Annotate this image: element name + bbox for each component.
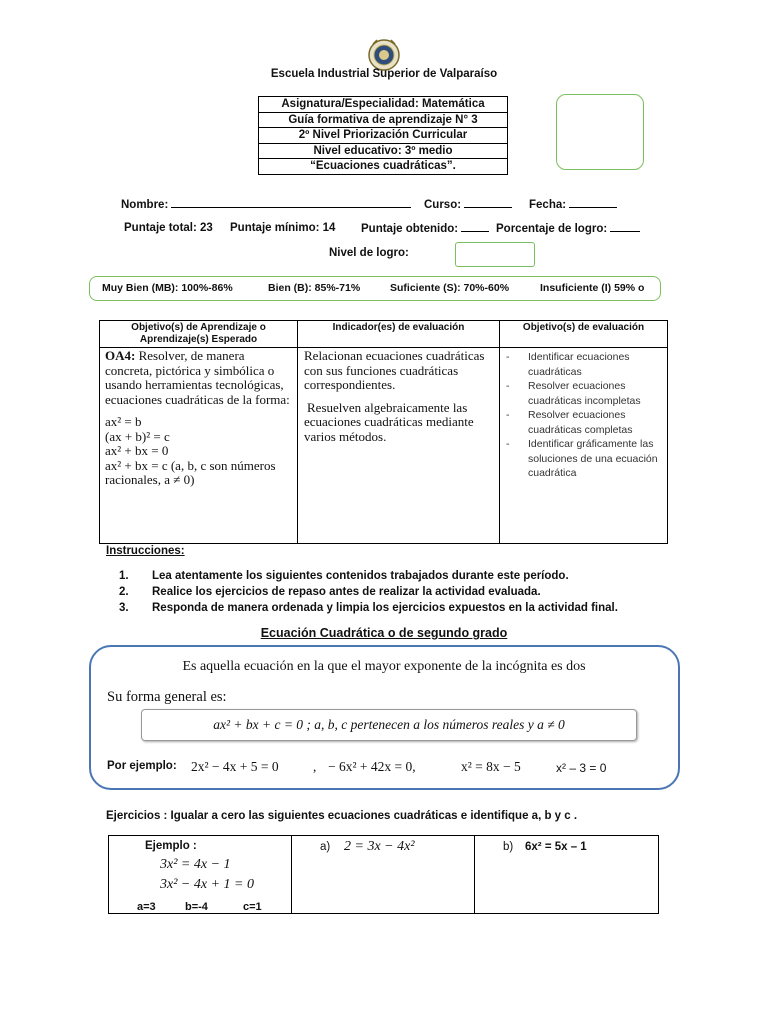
scale-insuficiente: Insuficiente (I) 59% o bbox=[540, 282, 645, 294]
guide-number-cell: Guía formativa de aprendizaje N° 3 bbox=[259, 112, 508, 128]
grading-scale bbox=[89, 276, 661, 301]
coefficient-c: c=1 bbox=[243, 901, 262, 913]
objectives-header-row bbox=[100, 321, 668, 348]
section-title: Ecuación Cuadrática o de segundo grado bbox=[260, 626, 508, 640]
instruction-text: Realice los ejercicios de repaso antes de realizar la actividad evaluada. bbox=[152, 586, 541, 598]
exercise-a-equation: 2 = 3x − 4x² bbox=[344, 839, 415, 854]
indicator-item: Relacionan ecuaciones cuadráticas con sus funciones cuadráticas correspondientes. bbox=[304, 348, 485, 392]
topic-cell: “Ecuaciones cuadráticas”. bbox=[259, 159, 508, 175]
oa-text: Resolver, de manera concreta, pictórica y simbólica o usando herramientas tecnológicas, ecuaciones cuadráticas de la forma: bbox=[105, 348, 290, 407]
definition-text: Es aquella ecuación en la que el mayor exponente de la incógnita es dos bbox=[182, 659, 586, 674]
school-name: Escuela Industrial Superior de Valparaíso bbox=[270, 68, 498, 80]
grade-box[interactable] bbox=[556, 94, 644, 170]
example-equation: 2x² − 4x + 5 = 0 bbox=[191, 759, 279, 774]
header-eval-objectives: Objetivo(s) de evaluación bbox=[500, 321, 668, 348]
date-label: Fecha: bbox=[529, 199, 567, 211]
curricular-level-cell: 2º Nivel Priorización Curricular bbox=[259, 128, 508, 144]
instruction-number: 3. bbox=[119, 602, 129, 614]
instruction-number: 1. bbox=[119, 570, 129, 582]
education-level-cell: Nivel educativo: 3º medio bbox=[259, 143, 508, 159]
eval-objective-item: - Resolver ecuaciones cuadráticas completas bbox=[506, 408, 665, 437]
name-label: Nombre: bbox=[121, 199, 169, 211]
general-form-formula: ax² + bx + c = 0 ; a, b, c pertenecen a los números reales y a ≠ 0 bbox=[141, 709, 637, 741]
instruction-item bbox=[119, 602, 618, 614]
exercises-title: Ejercicios : Igualar a cero las siguientes ecuaciones cuadráticas e identifique a, b y c . bbox=[106, 810, 578, 822]
header-learning-objective: Objetivo(s) de Aprendizaje o Aprendizaje(s) Esperado bbox=[100, 321, 298, 348]
achievement-percent-field[interactable] bbox=[496, 222, 640, 235]
course-blank[interactable] bbox=[464, 198, 512, 208]
instruction-text: Lea atentamente los siguientes contenidos trabajados durante este período. bbox=[152, 570, 569, 582]
oa-equation: ax² = b bbox=[105, 414, 142, 429]
example-label: Por ejemplo: bbox=[107, 760, 177, 772]
header-indicators: Indicador(es) de evaluación bbox=[298, 321, 500, 348]
oa-equation: (ax + b)² = c bbox=[105, 428, 170, 444]
indicator-item: Resuelven algebraicamente las ecuaciones cuadráticas mediante varios métodos. bbox=[304, 399, 474, 444]
oa-equation: ax² + bx = 0 bbox=[105, 443, 169, 458]
achievement-level-box[interactable] bbox=[455, 242, 535, 267]
instruction-number: 2. bbox=[119, 586, 129, 598]
obtained-score-field[interactable] bbox=[361, 222, 489, 235]
scale-bien: Bien (B): 85%-71% bbox=[268, 282, 361, 294]
coefficient-a: a=3 bbox=[137, 901, 156, 913]
exercise-b-label: b) bbox=[503, 841, 514, 853]
instruction-item bbox=[119, 570, 569, 582]
course-info-table bbox=[258, 96, 508, 175]
coefficient-b: b=-4 bbox=[185, 901, 208, 913]
example-equation: − 6x² + 42x = 0, bbox=[328, 759, 416, 774]
minimum-score: Puntaje mínimo: 14 bbox=[230, 222, 336, 234]
learning-objective-cell bbox=[100, 348, 298, 544]
school-crest-logo bbox=[367, 38, 401, 72]
course-label: Curso: bbox=[424, 199, 462, 211]
eval-objectives-cell bbox=[500, 348, 668, 544]
eval-objective-item: - Identificar gráficamente las soluciones de una ecuación cuadrática bbox=[506, 437, 665, 481]
exercise-a-cell[interactable] bbox=[292, 836, 475, 914]
total-score: Puntaje total: 23 bbox=[124, 222, 213, 234]
example-cell bbox=[109, 836, 292, 914]
general-form-label: Su forma general es: bbox=[107, 689, 227, 705]
instruction-item bbox=[119, 586, 541, 598]
worked-example-label: Ejemplo : bbox=[145, 840, 197, 852]
definition-box bbox=[89, 645, 680, 790]
example-separator: , bbox=[313, 759, 317, 774]
example-equation: x² = 8x − 5 bbox=[461, 759, 521, 774]
date-blank[interactable] bbox=[569, 198, 617, 208]
indicators-cell bbox=[298, 348, 500, 544]
objectives-table bbox=[99, 320, 668, 544]
eval-objective-item: - Resolver ecuaciones cuadráticas incompletas bbox=[506, 379, 665, 408]
name-field[interactable] bbox=[121, 198, 411, 211]
achievement-percent-label: Porcentaje de logro: bbox=[496, 223, 608, 235]
worked-example-line: 3x² = 4x − 1 bbox=[160, 857, 231, 872]
exercise-b-equation: 6x² = 5x – 1 bbox=[525, 841, 587, 853]
scale-suficiente: Suficiente (S): 70%-60% bbox=[390, 282, 510, 294]
achievement-level-label: Nivel de logro: bbox=[329, 247, 409, 259]
exercise-b-cell[interactable] bbox=[475, 836, 659, 914]
oa-code: OA4: bbox=[105, 348, 136, 363]
worked-example-line: 3x² − 4x + 1 = 0 bbox=[160, 877, 254, 892]
name-blank[interactable] bbox=[171, 198, 411, 208]
eval-objectives-list bbox=[500, 348, 667, 481]
scale-muy-bien: Muy Bien (MB): 100%-86% bbox=[102, 282, 233, 294]
obtained-score-label: Puntaje obtenido: bbox=[361, 223, 459, 235]
obtained-score-blank[interactable] bbox=[461, 222, 489, 232]
date-field[interactable] bbox=[529, 198, 617, 211]
eval-objective-item: - Identificar ecuaciones cuadráticas bbox=[506, 350, 665, 379]
exercises-table bbox=[108, 835, 659, 914]
instructions-title: Instrucciones: bbox=[106, 545, 185, 557]
exercise-a-label: a) bbox=[320, 841, 331, 853]
oa-equation: ax² + bx = c (a, b, c son números racionales, a ≠ 0) bbox=[105, 457, 276, 487]
instruction-text: Responda de manera ordenada y limpia los ejercicios expuestos en la actividad final. bbox=[152, 602, 618, 614]
achievement-percent-blank[interactable] bbox=[610, 222, 640, 232]
subject-cell: Asignatura/Especialidad: Matemática bbox=[259, 97, 508, 113]
example-equation: x² – 3 = 0 bbox=[556, 761, 607, 775]
course-field[interactable] bbox=[424, 198, 512, 211]
